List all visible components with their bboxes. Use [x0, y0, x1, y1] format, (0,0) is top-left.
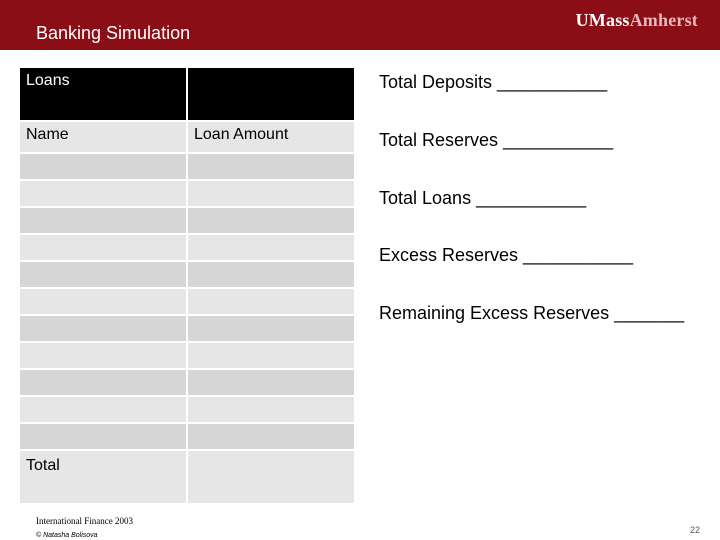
page-number: 22: [689, 525, 700, 535]
amount-cell[interactable]: [187, 288, 355, 315]
total-label-cell: Total: [19, 450, 187, 504]
loans-header-row: [19, 67, 355, 121]
loan-amount-column-header: Loan Amount: [187, 121, 355, 153]
amount-cell[interactable]: [187, 396, 355, 423]
name-cell[interactable]: [19, 207, 187, 234]
total-row: [19, 450, 355, 504]
name-cell[interactable]: [19, 369, 187, 396]
amount-cell[interactable]: [187, 180, 355, 207]
name-column-header: Name: [19, 121, 187, 153]
table-row: [19, 423, 355, 450]
name-cell[interactable]: [19, 423, 187, 450]
amount-cell[interactable]: [187, 234, 355, 261]
name-cell[interactable]: [19, 315, 187, 342]
total-deposits-line: Total Deposits ___________: [379, 72, 608, 92]
total-amount-cell[interactable]: [187, 450, 355, 504]
column-header-row: [19, 121, 355, 153]
remaining-excess-reserves-line: Remaining Excess Reserves _______: [379, 303, 685, 323]
table-row: [19, 234, 355, 261]
loans-title-cell: Loans: [19, 67, 187, 121]
table-row: [19, 396, 355, 423]
table-row: [19, 261, 355, 288]
table-row: [19, 342, 355, 369]
amount-cell[interactable]: [187, 153, 355, 180]
name-cell[interactable]: [19, 261, 187, 288]
amount-cell[interactable]: [187, 261, 355, 288]
name-cell[interactable]: [19, 342, 187, 369]
slide-title: Banking Simulation: [36, 23, 191, 43]
excess-reserves-line: Excess Reserves ___________: [379, 245, 634, 265]
table-row: [19, 315, 355, 342]
amount-cell[interactable]: [187, 207, 355, 234]
amount-cell[interactable]: [187, 315, 355, 342]
amount-cell[interactable]: [187, 342, 355, 369]
header-bar: [0, 0, 720, 50]
logo-amherst: Amherst: [629, 10, 698, 30]
amount-cell[interactable]: [187, 369, 355, 396]
footer-author: © Natasha Bolisova: [36, 532, 98, 539]
total-reserves-line: Total Reserves ___________: [379, 130, 614, 150]
amount-cell[interactable]: [187, 423, 355, 450]
table-row: [19, 153, 355, 180]
umass-amherst-logo: [576, 10, 698, 31]
footer-course: International Finance 2003: [36, 516, 133, 526]
name-cell[interactable]: [19, 396, 187, 423]
name-cell[interactable]: [19, 153, 187, 180]
loans-header-empty-cell: [187, 67, 355, 121]
name-cell[interactable]: [19, 288, 187, 315]
table-row: [19, 180, 355, 207]
name-cell[interactable]: [19, 234, 187, 261]
table-row: [19, 288, 355, 315]
total-loans-line: Total Loans ___________: [379, 188, 587, 208]
logo-umass: UMass: [575, 10, 630, 30]
name-cell[interactable]: [19, 180, 187, 207]
table-row: [19, 369, 355, 396]
table-row: [19, 207, 355, 234]
loans-table: [18, 66, 356, 505]
